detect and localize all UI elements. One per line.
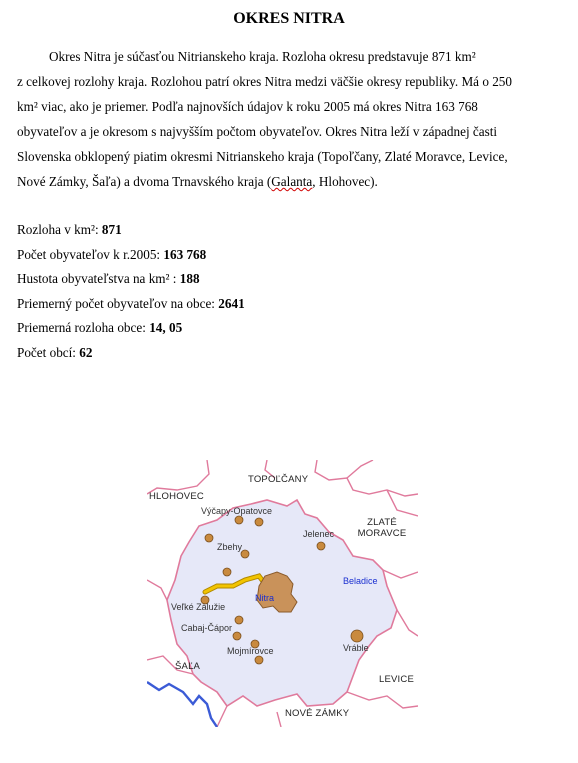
paragraph-line [17, 169, 562, 194]
stats-list [17, 218, 245, 366]
stat-row [17, 218, 245, 243]
town-marker-jelenec [317, 542, 325, 550]
town-label-jelenec: Jelenec [303, 529, 335, 539]
district-label-levice: LEVICE [379, 674, 414, 685]
intro-paragraph [17, 44, 562, 194]
town-label-vycapy: Výčapy-Opatovce [201, 506, 273, 516]
paragraph-line: Slovenska obklopený piatim okresmi Nitrianskeho kraja (Topoľčany, Zlaté Moravce, Levice, [17, 149, 508, 164]
stat-value: 2641 [218, 295, 245, 311]
stat-label: Priemerný počet obyvateľov na obce: [17, 295, 219, 311]
town-label-mojmirovce: Mojmírovce [227, 646, 274, 656]
stat-row [17, 267, 245, 292]
stat-label: Priemerná rozloha obce: [17, 320, 150, 336]
stat-value: 163 768 [163, 246, 207, 262]
spellcheck-word: Galanta [271, 174, 313, 189]
stat-value: 14, 05 [149, 320, 183, 336]
stat-row [17, 292, 245, 317]
river [147, 682, 217, 727]
town-label-zbehy: Zbehy [217, 542, 243, 552]
stat-value: 62 [79, 344, 93, 360]
stat-label: Počet obyvateľov k r.2005: [17, 246, 164, 262]
district-label-hlohovec: HLOHOVEC [149, 491, 204, 502]
stat-row [17, 243, 245, 268]
town-marker-cabaj [233, 632, 241, 640]
stat-label: Počet obcí: [17, 344, 80, 360]
town-label-nitra: Nitra [255, 593, 275, 603]
town-marker-vrable [351, 630, 363, 642]
town-marker-center-west [223, 568, 231, 576]
district-label-sala: ŠAĽA [175, 661, 201, 672]
town-marker-zbehy [241, 550, 249, 558]
paragraph-line: obyvateľov a je okresom s najvyšším počtom obyvateľov. Okres Nitra leží v západnej časti [17, 124, 498, 139]
stat-label: Hustota obyvateľstva na km² : [17, 271, 180, 287]
paragraph-text: , Hlohovec). [312, 174, 378, 189]
stat-value: 871 [101, 222, 122, 237]
town-marker-vycapy [235, 516, 243, 524]
stat-value: 188 [179, 271, 200, 287]
district-label-moravce: MORAVCE [357, 528, 407, 539]
stat-row [17, 341, 245, 366]
town-marker-cabaj-north [235, 616, 243, 624]
district-label-topolcany: TOPOĽČANY [248, 474, 309, 485]
stat-row [17, 316, 245, 341]
district-label-zlate: ZLATÉ [367, 517, 397, 528]
town-label-cabaj: Cabaj-Čápor [181, 623, 233, 633]
district-label-nove-zamky: NOVÉ ZÁMKY [285, 708, 350, 719]
document-title: OKRES NITRA [233, 10, 345, 27]
paragraph-line: z celkovej rozlohy kraja. Rozlohou patrí okres Nitra medzi väčšie okresy republiky. Má o 250 [17, 74, 512, 89]
town-label-beladice: Beladice [343, 576, 378, 586]
stat-label: Rozloha v km²: [17, 222, 102, 237]
paragraph-line: km² viac, ako je priemer. Podľa najnovších údajov k roku 2005 má okres Nitra 163 768 [17, 99, 478, 114]
district-map [147, 460, 418, 727]
town-marker-mojmirovce [255, 656, 263, 664]
paragraph-text: Nové Zámky, Šaľa) a dvoma Trnavského kraja ( [17, 174, 272, 189]
town-marker-vycapy-2 [255, 518, 263, 526]
town-label-velke-zaluzie: Veľké Zálužie [171, 602, 226, 612]
town-marker-west [205, 534, 213, 542]
town-label-vrable: Vráble [343, 643, 369, 653]
paragraph-line: Okres Nitra je súčasťou Nitrianskeho kraja. Rozloha okresu predstavuje 871 km² [49, 49, 476, 64]
